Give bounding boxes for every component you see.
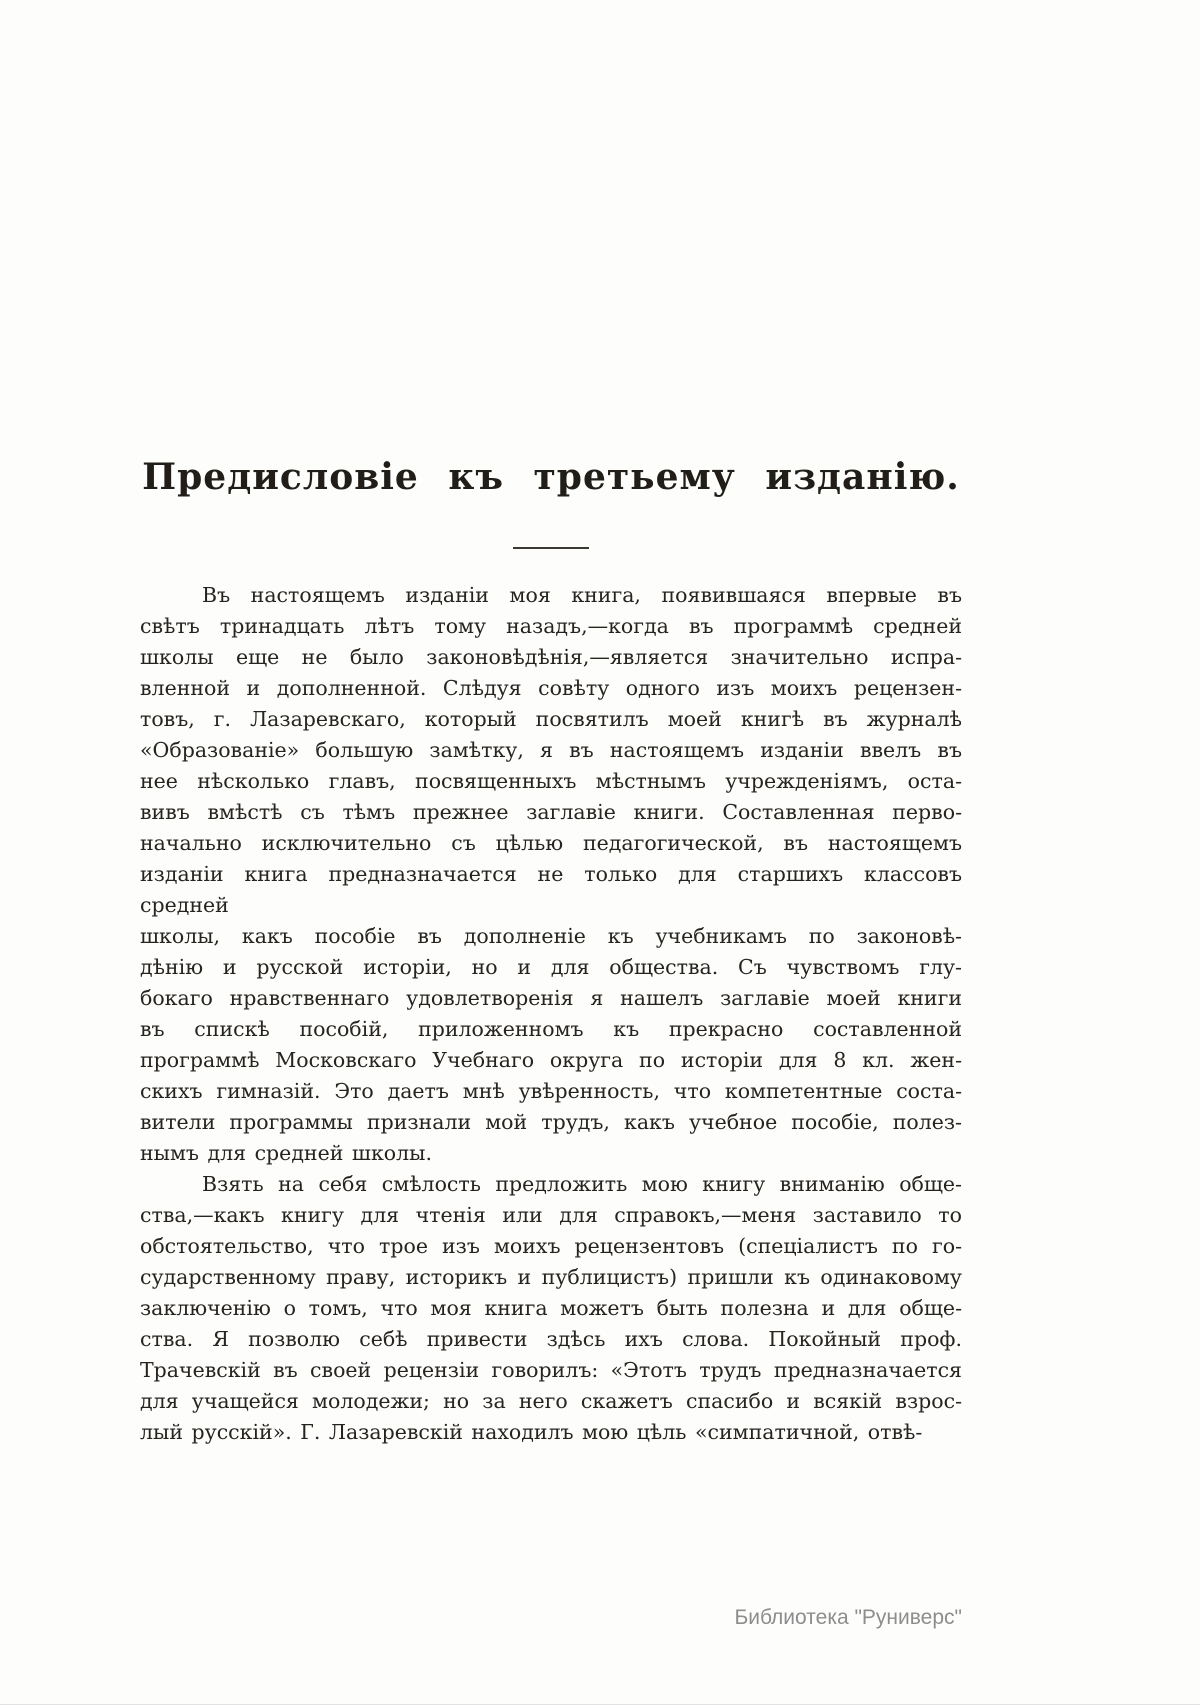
body-text — [140, 580, 962, 1448]
text-line: скихъ гимназій. Это даетъ мнѣ увѣренность, что компетентные соста- — [140, 1079, 962, 1103]
text-line: нымъ для средней школы. — [140, 1141, 432, 1165]
text-line: въ спискѣ пособій, приложенномъ къ прекрасно составленной — [140, 1017, 962, 1041]
text-line: изданіи книга предназначается не только для старшихъ классовъ средней — [140, 862, 962, 917]
text-line: обстоятельство, что трое изъ моихъ рецензентовъ (спеціалистъ по го- — [140, 1234, 962, 1258]
text-line: школы, какъ пособіе въ дополненіе къ учебникамъ по законовѣ- — [140, 924, 962, 948]
text-line: начально исключительно съ цѣлью педагогической, въ настоящемъ — [140, 831, 962, 855]
text-line: свѣтъ тринадцать лѣтъ тому назадъ,—когда въ программѣ средней — [140, 614, 962, 638]
watermark: Библиотека "Руниверс" — [734, 1606, 962, 1629]
text-line: Въ настоящемъ изданіи моя книга, появившаяся впервые въ — [202, 583, 962, 607]
text-line: заключенію о томъ, что моя книга можетъ быть полезна и для обще- — [140, 1296, 962, 1320]
text-line: дѣнію и русской исторіи, но и для общества. Съ чувствомъ глу- — [140, 955, 962, 979]
text-line: Взять на себя смѣлость предложить мою книгу вниманію обще- — [202, 1172, 962, 1196]
text-line: ства. Я позволю себѣ привести здѣсь ихъ слова. Покойный проф. — [140, 1327, 962, 1351]
text-line: бокаго нравственнаго удовлетворенія я нашелъ заглавіе моей книги — [140, 986, 962, 1010]
text-line: сударственному праву, историкъ и публицистъ) пришли къ одинаковому — [140, 1265, 962, 1289]
text-line: вивъ вмѣстѣ съ тѣмъ прежнее заглавіе книги. Составленная перво- — [140, 800, 962, 824]
text-line: нее нѣсколько главъ, посвященныхъ мѣстнымъ учрежденіямъ, оста- — [140, 769, 962, 793]
text-line: вленной и дополненной. Слѣдуя совѣту одного изъ моихъ рецензен- — [140, 676, 962, 700]
text-line: «Образованіе» большую замѣтку, я въ настоящемъ изданіи ввелъ въ — [140, 738, 962, 762]
title-divider — [513, 547, 589, 549]
page-title: Предисловіе къ третьему изданію. — [142, 456, 960, 498]
text-line: для учащейся молодежи; но за него скажетъ спасибо и всякій взрос- — [140, 1389, 962, 1413]
text-line: школы еще не было законовѣдѣнія,—является значительно испра- — [140, 645, 962, 669]
text-line: лый русскій». Г. Лазаревскій находилъ мою цѣль «симпатичной, отвѣ- — [140, 1420, 923, 1444]
text-line: ства,—какъ книгу для чтенія или для справокъ,—меня заставило то — [140, 1203, 962, 1227]
text-line: программѣ Московскаго Учебнаго округа по исторіи для 8 кл. жен- — [140, 1048, 962, 1072]
text-line: Трачевскій въ своей рецензіи говорилъ: «Этотъ трудъ предназначается — [140, 1358, 962, 1382]
text-line: вители программы признали мой трудъ, какъ учебное пособіе, полез- — [140, 1110, 962, 1134]
text-line: товъ, г. Лазаревскаго, который посвятилъ моей книгѣ въ журналѣ — [140, 707, 962, 731]
